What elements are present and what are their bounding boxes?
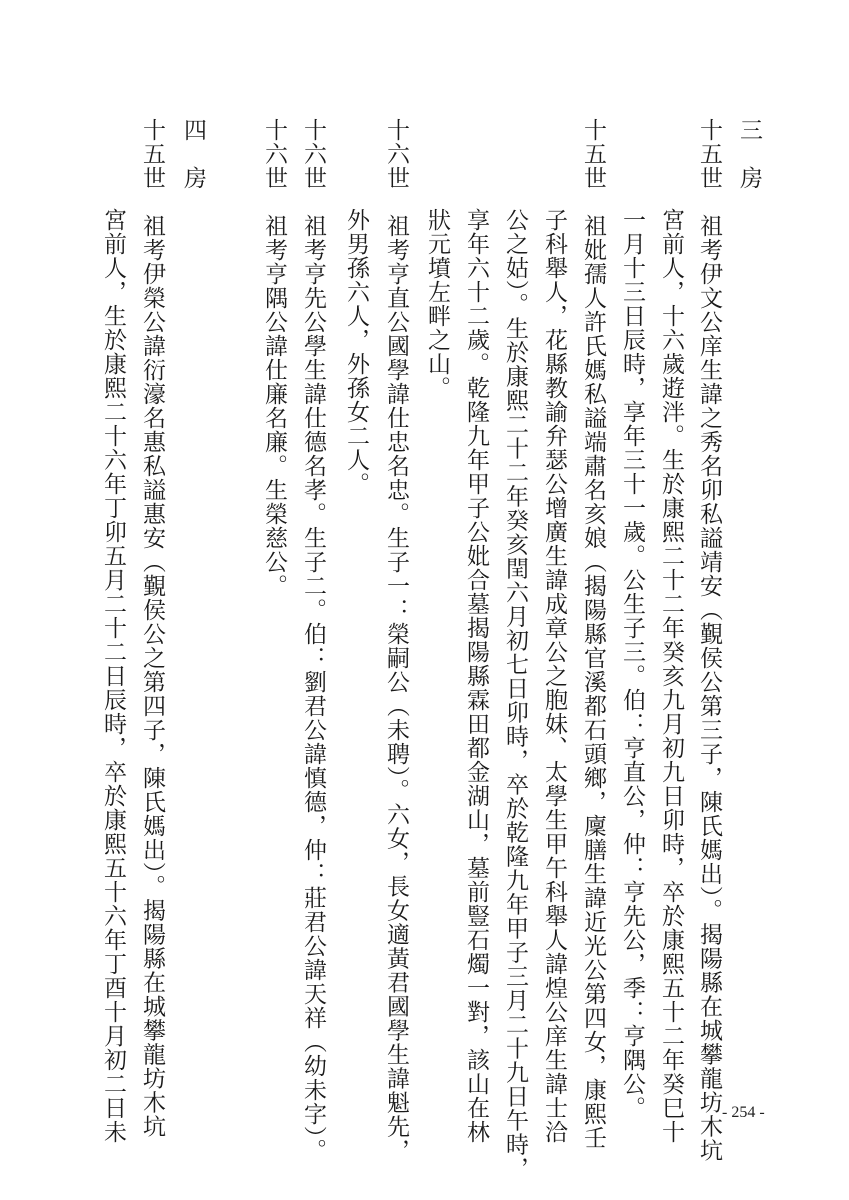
text-column-8: 享年六十二歲。乾隆九年甲子公妣合墓揭陽縣霖田都金湖山，墓前豎石燭一對，該山在林: [463, 208, 489, 1144]
text-column-9: 狀元墳左畔之山。: [424, 208, 450, 400]
page-number: - 254 -: [722, 1104, 765, 1121]
text-column-16: 宮前人，生於康熙二十六年丁卯五月二十二日辰時，卒於康熙五十六年丁酉十月初二日未: [100, 208, 126, 1144]
text-column-1: 三 房: [736, 118, 762, 190]
text-column-10: 十六世 祖考亨直公國學諱仕忠名忠。生子一：榮嗣公（未聘）。六女，長女適黃君國學生諱魁先，: [383, 118, 409, 1163]
text-column-15: 十五世 祖考伊榮公諱衍濠名惠私謚惠安（覲侯公之第四子，陳氏媽出）。揭陽縣在城攀龍坊木坑: [139, 118, 165, 1139]
text-column-5: 十五世 祖妣孺人許氏媽私謚端肅名亥娘（揭陽縣官溪都石頭鄉，廩膳生諱近光公第四女，康熙壬: [580, 118, 606, 1150]
text-column-6: 子科舉人，花縣教諭弁瑟公增廣生諱成章公之胞妹、太學生甲午科舉人諱煌公庠生諱士洽: [541, 208, 567, 1144]
text-column-7: 公之姑）。生於康熙二十二年癸亥閏六月初七日卯時，卒於乾隆九年甲子三月二十九日午時，: [502, 208, 528, 1181]
text-column-4: 一月十三日辰時，享年三十一歲。公生子三。伯：亨直公，仲：亨先公，季：亨隅公。: [619, 208, 645, 1120]
text-column-13: 十六世 祖考亨隅公諱仕廉名廉。生榮慈公。: [261, 118, 287, 598]
text-column-14: 四 房: [180, 118, 206, 190]
text-column-2: 十五世 祖考伊文公庠生諱之秀名卯私謚靖安（覲侯公第三子，陳氏媽出）。揭陽縣在城攀龍坊木坑: [696, 118, 722, 1163]
text-column-12: 十六世 祖考亨先公學生諱仕德名孝。生子二。伯：劉君公諱慎德，仲：莊君公諱天祥（幼未字）。: [300, 118, 326, 1163]
text-column-3: 宮前人，十六歲逰泮。生於康熙二十二年癸亥九月初九日卯時，卒於康熙五十二年癸巳十: [658, 208, 684, 1144]
text-column-11: 外男孫六人，外孫女二人。: [343, 208, 369, 496]
